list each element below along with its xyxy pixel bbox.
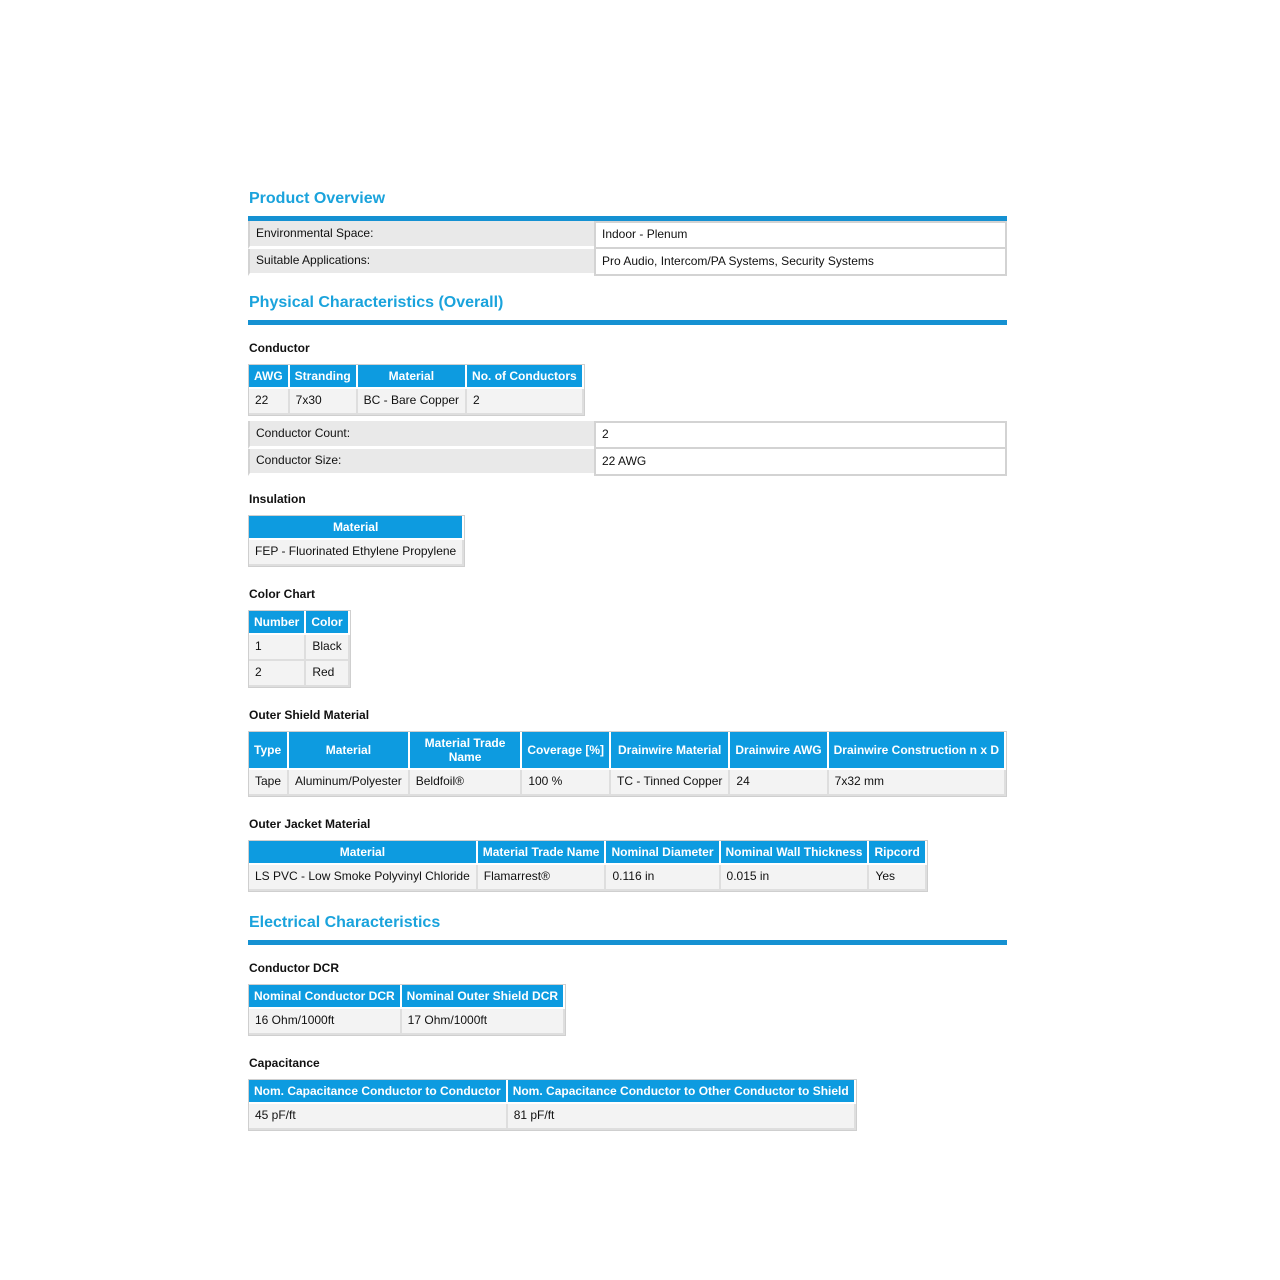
table-cell: 0.015 in bbox=[721, 865, 870, 891]
column-header: Number bbox=[249, 611, 306, 635]
table-row bbox=[248, 421, 1007, 449]
column-header: Material bbox=[249, 516, 464, 540]
column-header: Nominal Conductor DCR bbox=[249, 985, 402, 1009]
column-header: No. of Conductors bbox=[467, 365, 584, 389]
electrical-characteristics-title: Electrical Characteristics bbox=[249, 914, 441, 931]
table-cell: 45 pF/ft bbox=[249, 1104, 508, 1130]
table-cell: 100 % bbox=[522, 770, 611, 796]
table-row bbox=[249, 661, 350, 687]
kv-value: Indoor - Plenum bbox=[594, 221, 1007, 249]
column-header: Ripcord bbox=[869, 841, 926, 865]
outer-jacket-table bbox=[248, 840, 928, 892]
column-header: Nominal Wall Thickness bbox=[721, 841, 870, 865]
color-chart-heading: Color Chart bbox=[249, 587, 315, 601]
table-row bbox=[249, 770, 1006, 796]
table-cell: FEP - Fluorinated Ethylene Propylene bbox=[249, 540, 464, 566]
column-header: Material Trade Name bbox=[478, 841, 607, 865]
table-cell: Black bbox=[306, 635, 349, 661]
column-header: Type bbox=[249, 732, 289, 770]
table-cell: LS PVC - Low Smoke Polyvinyl Chloride bbox=[249, 865, 478, 891]
column-header: Drainwire AWG bbox=[730, 732, 828, 770]
kv-label: Environmental Space: bbox=[248, 221, 594, 249]
datasheet bbox=[248, 186, 1007, 1131]
physical-characteristics-title: Physical Characteristics (Overall) bbox=[249, 294, 504, 311]
table-cell: BC - Bare Copper bbox=[358, 389, 467, 415]
table-cell: 17 Ohm/1000ft bbox=[402, 1009, 565, 1035]
column-header: Drainwire Construction n x D bbox=[829, 732, 1006, 770]
kv-value: Pro Audio, Intercom/PA Systems, Security Systems bbox=[594, 249, 1007, 276]
table-cell: Beldfoil® bbox=[410, 770, 523, 796]
table-row bbox=[249, 389, 584, 415]
column-header: Coverage [%] bbox=[522, 732, 611, 770]
table-row bbox=[249, 635, 350, 661]
table-header-row bbox=[249, 841, 927, 865]
column-header: Nominal Outer Shield DCR bbox=[402, 985, 565, 1009]
column-header: Material bbox=[249, 841, 478, 865]
capacitance-heading: Capacitance bbox=[249, 1056, 320, 1070]
table-cell: 7x32 mm bbox=[829, 770, 1006, 796]
column-header: Nom. Capacitance Conductor to Other Conductor to Shield bbox=[508, 1080, 856, 1104]
overview-table bbox=[248, 221, 1007, 276]
insulation-heading: Insulation bbox=[249, 492, 306, 506]
table-cell: 0.116 in bbox=[606, 865, 720, 891]
table-cell: 7x30 bbox=[290, 389, 358, 415]
conductor-heading: Conductor bbox=[249, 341, 310, 355]
table-row bbox=[249, 1009, 565, 1035]
table-cell: Aluminum/Polyester bbox=[289, 770, 410, 796]
table-row bbox=[248, 449, 1007, 476]
outer-shield-table bbox=[248, 731, 1007, 797]
conductor-kv-table bbox=[248, 421, 1007, 476]
column-header: Stranding bbox=[290, 365, 358, 389]
kv-label: Suitable Applications: bbox=[248, 249, 594, 276]
table-cell: 81 pF/ft bbox=[508, 1104, 856, 1130]
color-chart-table bbox=[248, 610, 351, 688]
table-cell: TC - Tinned Copper bbox=[611, 770, 730, 796]
column-header: Material Trade Name bbox=[410, 732, 523, 770]
conductor-table bbox=[248, 364, 585, 416]
table-row bbox=[249, 1104, 856, 1130]
table-header-row bbox=[249, 516, 464, 540]
product-overview-title: Product Overview bbox=[249, 190, 386, 207]
table-cell: 1 bbox=[249, 635, 306, 661]
table-row bbox=[248, 221, 1007, 249]
table-cell: 22 bbox=[249, 389, 290, 415]
table-header-row bbox=[249, 365, 584, 389]
column-header: AWG bbox=[249, 365, 290, 389]
capacitance-table bbox=[248, 1079, 857, 1131]
conductor-dcr-table bbox=[248, 984, 566, 1036]
table-header-row bbox=[249, 1080, 856, 1104]
outer-shield-heading: Outer Shield Material bbox=[249, 708, 370, 722]
kv-value: 2 bbox=[594, 421, 1007, 449]
table-cell: Flamarrest® bbox=[478, 865, 607, 891]
table-cell: 24 bbox=[730, 770, 828, 796]
kv-label: Conductor Size: bbox=[248, 449, 594, 476]
column-header: Nom. Capacitance Conductor to Conductor bbox=[249, 1080, 508, 1104]
table-cell: Yes bbox=[869, 865, 926, 891]
column-header: Nominal Diameter bbox=[606, 841, 720, 865]
table-row bbox=[248, 249, 1007, 276]
table-cell: Red bbox=[306, 661, 349, 687]
column-header: Color bbox=[306, 611, 349, 635]
column-header: Drainwire Material bbox=[611, 732, 730, 770]
table-header-row bbox=[249, 985, 565, 1009]
table-row bbox=[249, 865, 927, 891]
column-header: Material bbox=[289, 732, 410, 770]
column-header: Material bbox=[358, 365, 467, 389]
table-header-row bbox=[249, 732, 1006, 770]
table-header-row bbox=[249, 611, 350, 635]
table-row bbox=[249, 540, 464, 566]
table-cell: 16 Ohm/1000ft bbox=[249, 1009, 402, 1035]
kv-label: Conductor Count: bbox=[248, 421, 594, 449]
table-cell: Tape bbox=[249, 770, 289, 796]
conductor-dcr-heading: Conductor DCR bbox=[249, 961, 339, 975]
insulation-table bbox=[248, 515, 465, 567]
outer-jacket-heading: Outer Jacket Material bbox=[249, 817, 371, 831]
table-cell: 2 bbox=[467, 389, 584, 415]
table-cell: 2 bbox=[249, 661, 306, 687]
kv-value: 22 AWG bbox=[594, 449, 1007, 476]
